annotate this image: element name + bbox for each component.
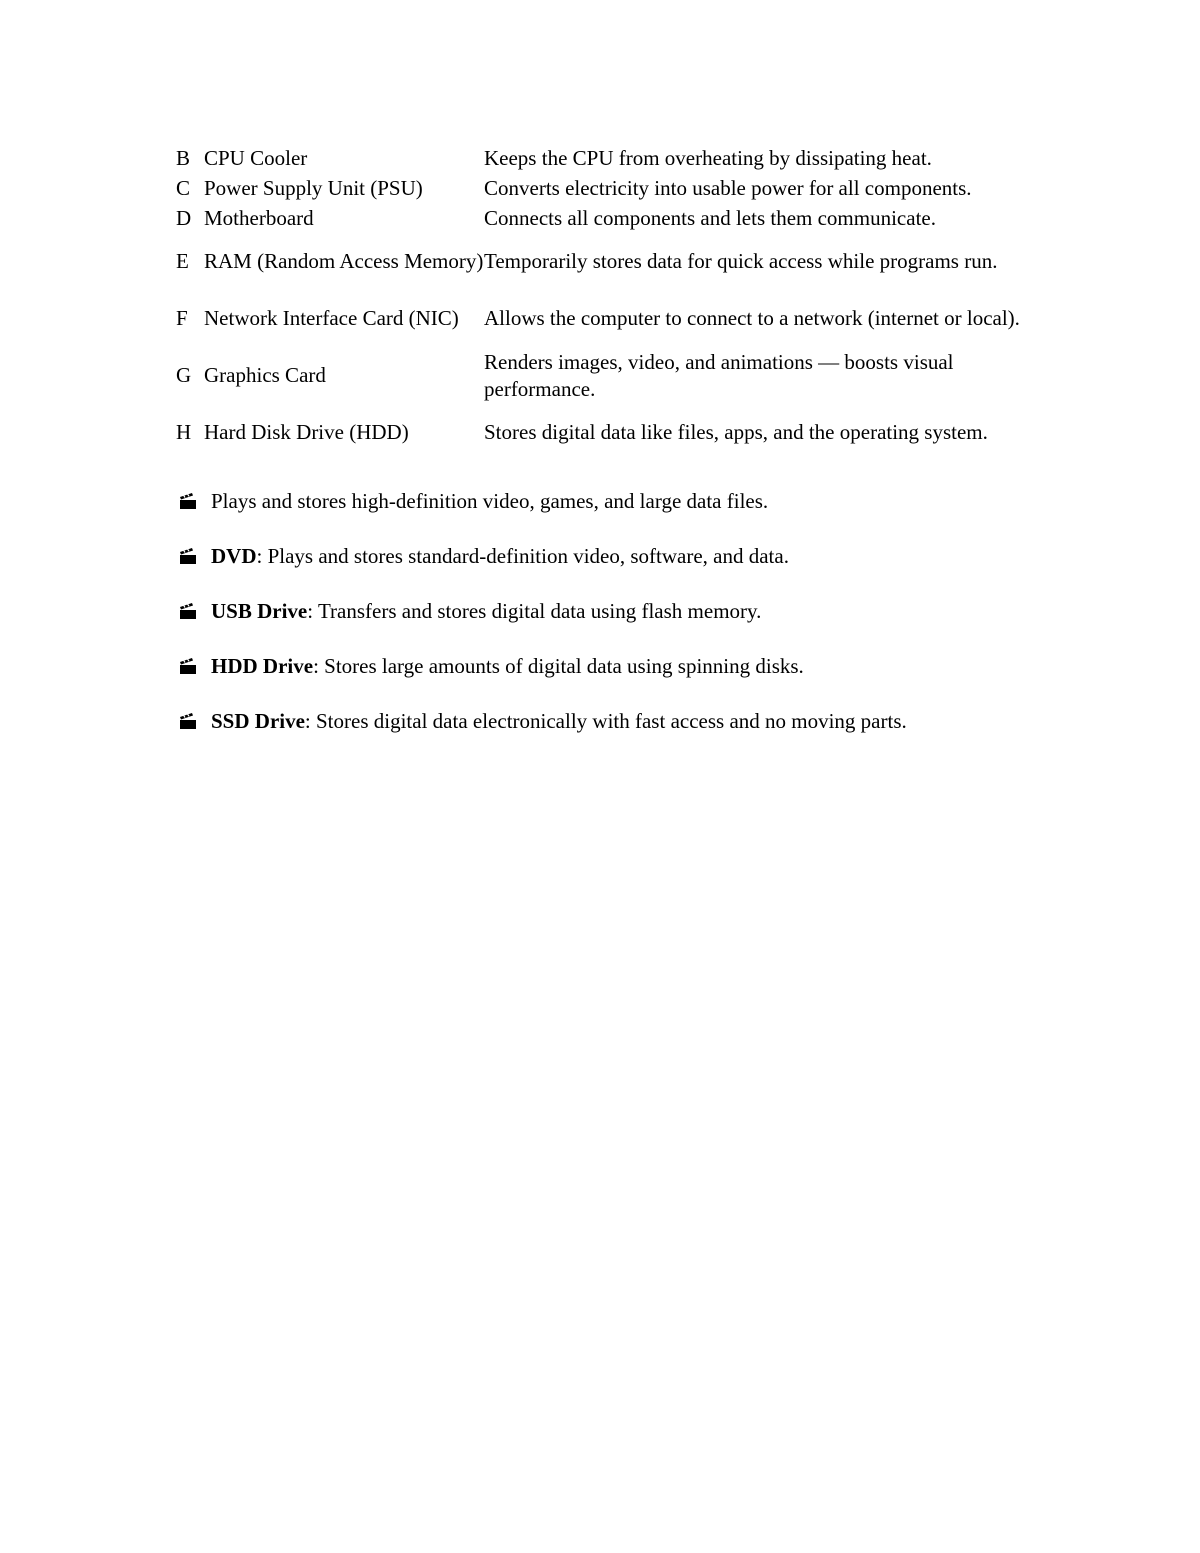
clapperboard-icon: [178, 656, 198, 676]
component-description: Renders images, video, and animations — boosts visual performance.: [484, 349, 954, 401]
component-description: Keeps the CPU from overheating by dissipating heat.: [484, 145, 932, 170]
clapperboard-icon: [178, 711, 198, 731]
component-letter: D: [176, 205, 192, 230]
component-description: Converts electricity into usable power for all components.: [484, 175, 972, 200]
media-term: SSD Drive: [211, 709, 305, 733]
component-letter: G: [176, 363, 192, 387]
table-row: [172, 143, 1034, 173]
media-term: USB Drive: [211, 599, 308, 623]
media-text: : Stores digital data electronically with fast access and no moving parts.: [304, 709, 907, 733]
component-name: Power Supply Unit (PSU): [204, 175, 423, 200]
media-term: HDD Drive: [211, 654, 314, 678]
table-row: [172, 347, 1034, 404]
component-letter: E: [176, 249, 189, 273]
component-description: Connects all components and lets them communicate.: [484, 205, 936, 230]
list-item: [178, 484, 1078, 539]
table-row: [172, 233, 1034, 290]
component-name: Graphics Card: [204, 363, 326, 387]
table-row: [172, 173, 1034, 203]
component-letter: H: [176, 420, 192, 444]
list-item: [178, 539, 1078, 594]
component-letter: B: [176, 145, 191, 170]
media-text: : Plays and stores standard-definition video, software, and data.: [256, 544, 789, 568]
media-text: : Stores large amounts of digital data using spinning disks.: [313, 654, 804, 678]
clapperboard-icon: [178, 491, 198, 511]
table-row: [172, 290, 1034, 347]
component-letter: F: [176, 306, 188, 330]
media-list: [178, 484, 1078, 759]
components-table: [172, 143, 1034, 461]
table-row: [172, 404, 1034, 461]
component-description: Allows the computer to connect to a network (internet or local).: [484, 306, 1020, 330]
media-text: : Transfers and stores digital data using flash memory.: [307, 599, 762, 623]
list-item: [178, 594, 1078, 649]
component-name: Motherboard: [204, 205, 314, 230]
clapperboard-icon: [178, 601, 198, 621]
list-item: [178, 704, 1078, 759]
list-item: [178, 649, 1078, 704]
component-letter: C: [176, 175, 191, 200]
table-row: [172, 203, 1034, 233]
component-name: Hard Disk Drive (HDD): [204, 420, 409, 444]
component-description: Temporarily stores data for quick access while programs run.: [484, 249, 998, 273]
component-name: RAM (Random Access Memory): [204, 249, 484, 273]
clapperboard-icon: [178, 546, 198, 566]
media-term: DVD: [211, 544, 257, 568]
component-name: Network Interface Card (NIC): [204, 306, 459, 330]
media-text: Plays and stores high-definition video, games, and large data files.: [211, 489, 769, 513]
component-description: Stores digital data like files, apps, and the operating system.: [484, 420, 988, 444]
component-name: CPU Cooler: [204, 145, 308, 170]
